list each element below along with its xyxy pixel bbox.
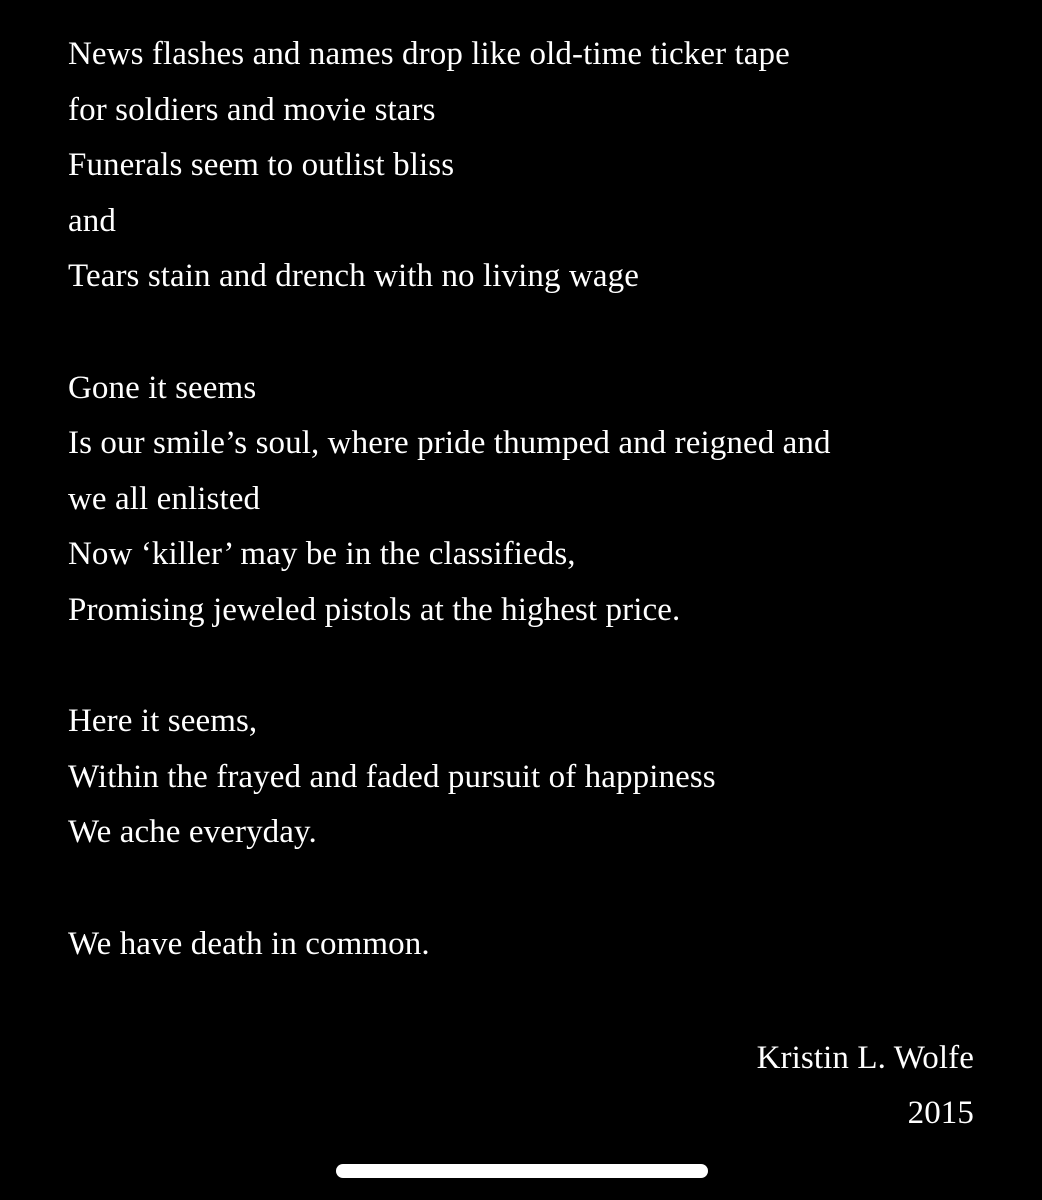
- stanza-1: [68, 27, 988, 305]
- poem-line: Within the frayed and faded pursuit of happiness: [68, 758, 716, 795]
- stanza-4: [68, 917, 988, 973]
- stanza-break: [68, 861, 988, 917]
- stanza-3: [68, 694, 988, 861]
- poem-year: 2015: [907, 1095, 974, 1131]
- author-name: Kristin L. Wolfe: [756, 1040, 974, 1076]
- stanza-break: [68, 305, 988, 361]
- poem-line: We have death in common.: [68, 925, 430, 962]
- signature: [757, 1031, 974, 1141]
- poem-line: Funerals seem to outlist bliss: [68, 147, 455, 184]
- poem-line: we all enlisted: [68, 480, 261, 517]
- poem-line: Here it seems,: [68, 703, 258, 740]
- poem-line: We ache everyday.: [68, 814, 317, 851]
- poem-line: Gone it seems: [68, 369, 257, 406]
- stanza-break: [68, 639, 988, 695]
- poem-line: Promising jeweled pistols at the highest price.: [68, 591, 681, 628]
- poem-line: Tears stain and drench with no living wage: [68, 258, 639, 295]
- home-indicator[interactable]: [336, 1164, 708, 1178]
- stanza-2: [68, 361, 988, 639]
- poem-line: Now ‘killer’ may be in the classifieds,: [68, 536, 576, 573]
- poem-line: for soldiers and movie stars: [68, 91, 436, 128]
- poem-line: and: [68, 202, 116, 239]
- poem-line: Is our smile’s soul, where pride thumped and reigned and: [68, 425, 831, 462]
- poem-body: [68, 27, 988, 972]
- poem-line: News flashes and names drop like old-time ticker tape: [68, 36, 790, 72]
